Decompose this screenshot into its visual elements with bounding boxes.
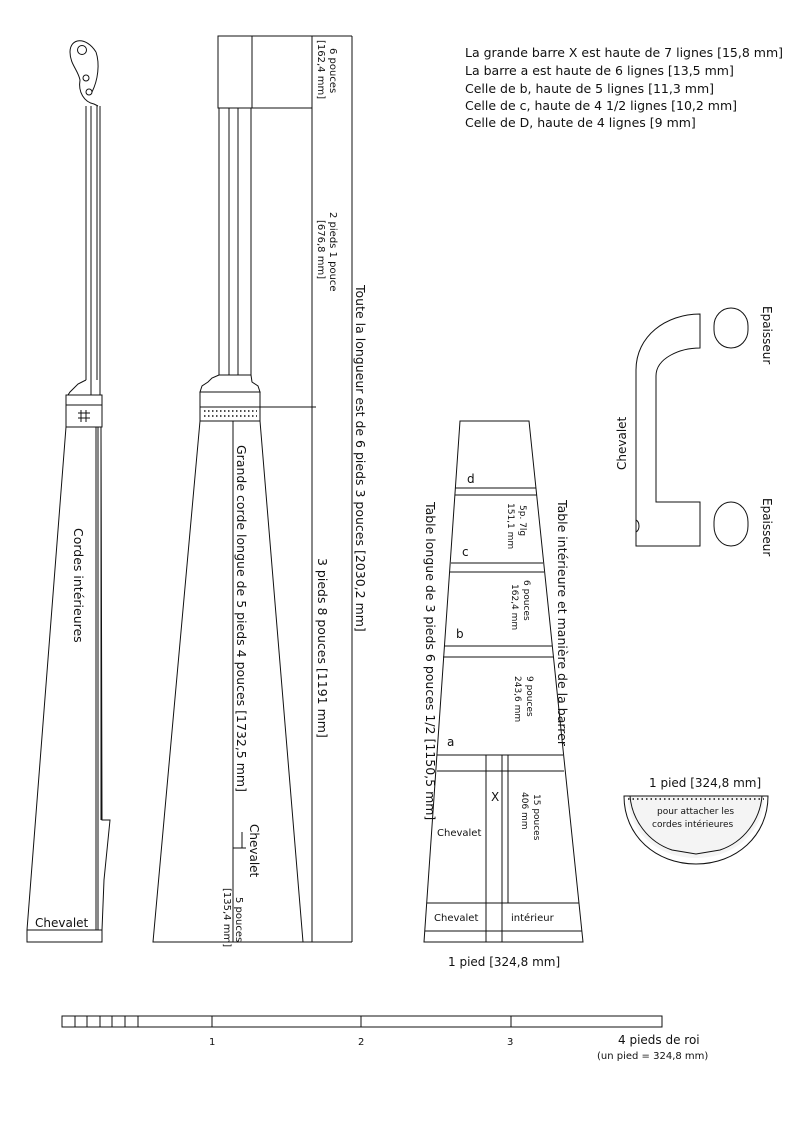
- note-line-3: Celle de b, haute de 5 lignes [11,3 mm]: [465, 81, 714, 96]
- scale-label-line1: 4 pieds de roi: [618, 1033, 700, 1047]
- dim-b-a-line1: 9 pouces: [524, 676, 534, 717]
- epaisseur-top-label: Epaisseur: [760, 306, 774, 365]
- epaisseur-top-shape: [714, 308, 748, 348]
- scale-tick-2: 2: [358, 1037, 365, 1048]
- front-chevalet-label: Chevalet: [247, 824, 261, 878]
- table-left-caption: Table longue de 3 pieds 6 pouces 1/2 [1150,5 mm]: [423, 502, 438, 821]
- side-chevalet-label: Chevalet: [35, 916, 89, 930]
- tail-detail-drawing: [624, 776, 768, 864]
- table-chevalet-left: Chevalet: [437, 828, 482, 839]
- note-line-5: Celle de D, haute de 4 lignes [9 mm]: [465, 115, 696, 130]
- note-line-1: La grande barre X est haute de 7 lignes [15,8 mm]: [465, 45, 783, 60]
- bar-label-c: c: [462, 545, 469, 559]
- bar-label-x: X: [491, 790, 500, 804]
- total-length-label: Toute la longueur est de 6 pieds 3 pouces [2030,2 mm]: [353, 285, 368, 632]
- bar-label-b: b: [456, 627, 464, 641]
- bridge-detail-drawing: [615, 306, 774, 556]
- note-line-4: Celle de c, haute de 4 1/2 lignes [10,2 mm]: [465, 98, 738, 113]
- bar-label-a: a: [447, 735, 455, 749]
- bridge-dim-line2: [135,4 mm]: [221, 888, 232, 948]
- scale-tick-3: 3: [507, 1037, 514, 1048]
- bridge-dim-line1: 5 pouces: [233, 897, 244, 943]
- tail-caption-line1: pour attacher les: [657, 807, 735, 817]
- dim-b-a-line2: 243,6 mm: [512, 676, 522, 723]
- dim-c-b-line2: 162,4 mm: [509, 584, 519, 631]
- table-plan-drawing: [423, 421, 583, 969]
- tail-caption-line2: cordes intérieures: [652, 820, 734, 830]
- dim-x-line2: 406 mm: [519, 792, 529, 830]
- head-box: [218, 36, 252, 108]
- epaisseur-bottom-label: Epaisseur: [760, 498, 774, 557]
- dim-d-c-line1: 5p. 7lg: [517, 505, 527, 537]
- tail-width-label: 1 pied [324,8 mm]: [649, 776, 762, 790]
- table-bottom-chevalet: Chevalet: [434, 913, 479, 924]
- head-dim-line1: 6 pouces: [327, 48, 338, 94]
- side-cordes-label: Cordes intérieures: [71, 528, 86, 643]
- bar-height-notes: [465, 45, 783, 130]
- head-dim-line2: [162,4 mm]: [315, 40, 326, 100]
- scale-bar: [62, 1016, 708, 1062]
- bar-label-d: d: [467, 472, 475, 486]
- side-view-drawing: [27, 41, 110, 942]
- front-view-drawing: [153, 36, 368, 947]
- dim-d-c-line2: 151,1 mm: [505, 503, 515, 550]
- table-right-caption: Table intérieure et manière de la barrer: [555, 500, 570, 746]
- epaisseur-bottom-shape: [714, 502, 748, 546]
- scale-tick-1: 1: [209, 1037, 216, 1048]
- bridge-outline: [636, 314, 700, 546]
- neck-dim-line1: 2 pieds 1 pouce: [327, 212, 338, 292]
- body-length-label: 3 pieds 8 pouces [1191 mm]: [315, 558, 330, 738]
- scale-label-line2: (un pied = 324,8 mm): [597, 1051, 709, 1062]
- scroll-outline: [70, 41, 98, 106]
- dim-x-line1: 15 pouces: [531, 794, 541, 841]
- table-bottom-interieur: intérieur: [511, 913, 554, 924]
- grande-corde-label: Grande corde longue de 5 pieds 4 pouces [1732,5 mm]: [234, 445, 249, 792]
- note-line-2: La barre a est haute de 6 lignes [13,5 mm]: [465, 63, 734, 78]
- scale-bar-outline: [62, 1016, 662, 1027]
- neck-dim-line2: [676,8 mm]: [315, 220, 326, 280]
- bridge-chevalet-label: Chevalet: [615, 416, 629, 470]
- dim-c-b-line1: 6 pouces: [521, 580, 531, 621]
- table-width-label: 1 pied [324,8 mm]: [448, 955, 561, 969]
